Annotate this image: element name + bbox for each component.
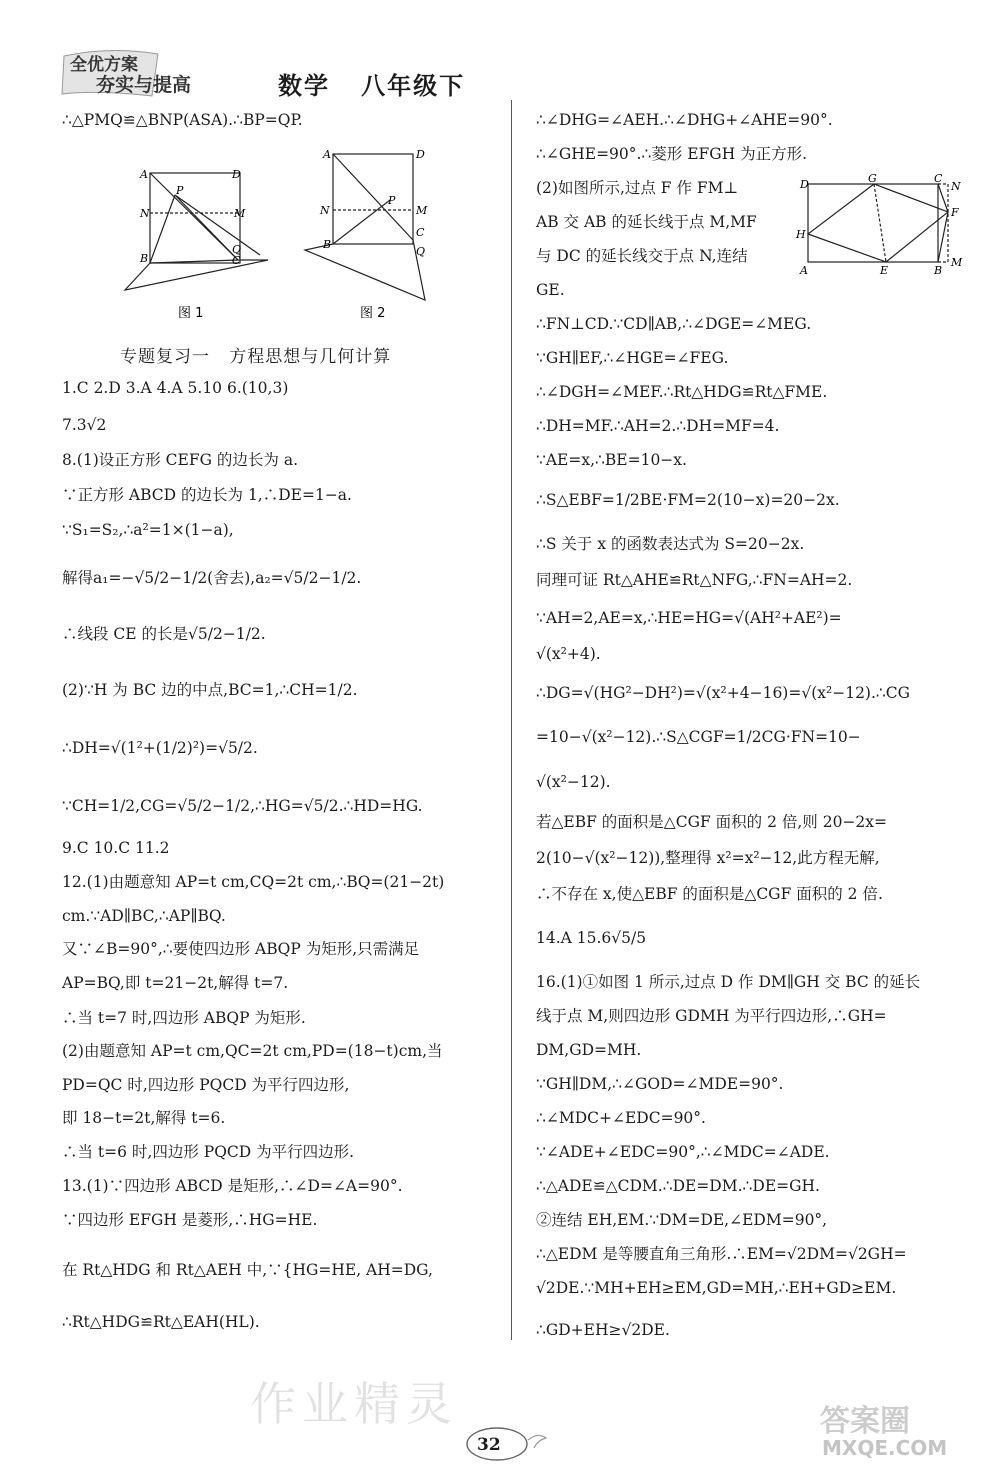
right-line: ∵AH=2,AE=x,∴HE=HG=√(AH²+AE²)= (536, 609, 842, 627)
fig2-label-N: N (320, 204, 330, 217)
right-line: ②连结 EH,EM.∵DM=DE,∠EDM=90°, (536, 1211, 828, 1229)
right-line: ∴∠DHG=∠AEH.∴∠DHG+∠AHE=90°. (536, 111, 833, 129)
right-line: ∴FN⊥CD.∵CD∥AB,∴∠DGE=∠MEG. (536, 315, 812, 333)
rfig-label: D (800, 178, 809, 191)
rfig-label: E (880, 264, 889, 277)
fig2-label-C: C (416, 226, 425, 239)
fig1-label-B: B (140, 252, 149, 265)
left-line: ∴△PMQ≌△BNP(ASA).∴BP=QP. (62, 111, 303, 129)
left-line: 8.(1)设正方形 CEFG 的边长为 a. (62, 451, 299, 469)
right-line: √2DE.∵MH+EH≥EM,GD=MH,∴EH+GD≥EM. (536, 1279, 897, 1297)
left-line: cm.∵AD∥BC,∴AP∥BQ. (62, 907, 226, 925)
right-line: 14.A 15.6√5/5 (536, 929, 647, 947)
right-line: ∴DG=√(HG²−DH²)=√(x²+4−16)=√(x²−12).∴CG (536, 684, 911, 702)
corner-watermark: 答案圈 (820, 1404, 910, 1439)
left-line: ∴Rt△HDG≌Rt△EAH(HL). (62, 1313, 260, 1331)
right-line: ∴S△EBF=1/2BE·FM=2(10−x)=20−2x. (536, 491, 840, 509)
rfig-label: A (800, 264, 808, 277)
left-line: AP=BQ,即 t=21−2t,解得 t=7. (62, 974, 289, 992)
right-line: √(x²−12). (536, 773, 611, 791)
left-line: 在 Rt△HDG 和 Rt△AEH 中,∵{HG=HE, AH=DG, (62, 1261, 433, 1279)
page-number: 32 (477, 1435, 501, 1455)
left-line: PD=QC 时,四边形 PQCD 为平行四边形, (62, 1076, 350, 1094)
logo-line1: 全优方案 (70, 55, 138, 75)
rfig-label: F (951, 206, 959, 219)
corner-watermark-url: MXQE.COM (822, 1436, 948, 1460)
fig1-label-C: C (232, 254, 241, 267)
right-line: 16.(1)①如图 1 所示,过点 D 作 DM∥GH 交 BC 的延长 (536, 973, 921, 991)
right-line: ∴GD+EH≥√2DE. (536, 1321, 670, 1339)
fig2-label-A: A (323, 148, 331, 161)
left-line: 13.(1)∵四边形 ABCD 是矩形,∴∠D=∠A=90°. (62, 1177, 403, 1195)
right-line: DM,GD=MH. (536, 1041, 642, 1059)
right-line: 与 DC 的延长线交于点 N,连结 (536, 247, 748, 265)
left-line: 即 18−t=2t,解得 t=6. (62, 1109, 226, 1127)
rfig-label: B (934, 264, 943, 277)
left-line: ∴DH=√(1²+(1/2)²)=√5/2. (62, 739, 258, 757)
page-header-title: 数学 八年级下 (278, 72, 466, 100)
right-line: ∵∠ADE+∠EDC=90°,∴∠MDC=∠ADE. (536, 1143, 830, 1161)
right-line: ∴∠MDC+∠EDC=90°. (536, 1109, 706, 1127)
fig2-label-Q: Q (416, 245, 426, 258)
right-line: 同理可证 Rt△AHE≌Rt△NFG,∴FN=AH=2. (536, 571, 853, 589)
fig2-label-B: B (323, 238, 332, 251)
right-line: ∴∠GHE=90°.∴菱形 EFGH 为正方形. (536, 145, 808, 163)
right-line: √(x²+4). (536, 645, 601, 663)
fig2-label-D: D (416, 148, 425, 161)
left-line: ∴当 t=7 时,四边形 ABQP 为矩形. (62, 1009, 306, 1027)
right-line: ∴DH=MF.∴AH=2.∴DH=MF=4. (536, 417, 780, 435)
section-title: 专题复习一 方程思想与几何计算 (120, 347, 392, 367)
left-line: ∵S₁=S₂,∴a²=1×(1−a), (62, 521, 234, 539)
fig1-label-A: A (140, 168, 148, 181)
left-line: 又∵∠B=90°,∴要使四边形 ABQP 为矩形,只需满足 (62, 940, 420, 958)
left-line: 1.C 2.D 3.A 4.A 5.10 6.(10,3) (62, 379, 289, 397)
right-line: 若△EBF 的面积是△CGF 面积的 2 倍,则 20−2x= (536, 813, 888, 831)
left-line: ∵四边形 EFGH 是菱形,∴HG=HE. (62, 1211, 318, 1229)
right-line: AB 交 AB 的延长线于点 M,MF (536, 213, 757, 231)
left-line: ∴当 t=6 时,四边形 PQCD 为平行四边形. (62, 1143, 355, 1161)
right-line: 2(10−√(x²−12)),整理得 x²=x²−12,此方程无解, (536, 849, 880, 867)
right-line: ∴不存在 x,使△EBF 的面积是△CGF 面积的 2 倍. (536, 885, 883, 903)
fig1-label-Q: Q (232, 243, 242, 256)
right-line: (2)如图所示,过点 F 作 FM⊥ (536, 179, 739, 197)
right-line: GE. (536, 281, 565, 299)
fig2-label-P: P (388, 194, 396, 207)
rfig-label: N (951, 180, 961, 193)
right-line: =10−√(x²−12).∴S△CGF=1/2CG·FN=10− (536, 728, 861, 746)
fig1-label-N: N (140, 207, 150, 220)
left-line: 9.C 10.C 11.2 (62, 839, 170, 857)
right-line: 线于点 M,则四边形 GDMH 为平行四边形,∴GH= (536, 1007, 887, 1025)
fig1-label-M: M (234, 207, 246, 220)
left-line: ∴线段 CE 的长是√5/2−1/2. (62, 625, 266, 643)
fig2-label-M: M (416, 204, 428, 217)
page-number-ornament (462, 1418, 552, 1468)
fig1-label-D: D (232, 168, 241, 181)
rfig-label: G (868, 172, 877, 185)
right-line: ∵GH∥DM,∴∠GOD=∠MDE=90°. (536, 1075, 784, 1093)
left-line: ∵CH=1/2,CG=√5/2−1/2,∴HG=√5/2.∴HD=HG. (62, 797, 423, 815)
footer-watermark: 作业精灵 (250, 1377, 458, 1431)
rfig-label: C (934, 172, 943, 185)
left-line: 12.(1)由题意知 AP=t cm,CQ=2t cm,∴BQ=(21−2t) (62, 873, 445, 891)
left-line: 7.3√2 (62, 416, 107, 434)
left-column (62, 0, 502, 1471)
right-line: ∴△EDM 是等腰直角三角形.∴EM=√2DM=√2GH= (536, 1245, 907, 1263)
rfig-label: M (951, 256, 963, 269)
right-line: ∴S 关于 x 的函数表达式为 S=20−2x. (536, 535, 805, 553)
right-line: ∵GH∥EF,∴∠HGE=∠FEG. (536, 349, 729, 367)
left-line: (2)∵H 为 BC 边的中点,BC=1,∴CH=1/2. (62, 681, 358, 699)
right-line: ∴∠DGH=∠MEF.∴Rt△HDG≌Rt△FME. (536, 383, 828, 401)
column-divider (511, 100, 512, 1340)
right-column (536, 0, 966, 1471)
fig1-label-P: P (176, 184, 184, 197)
rfig-label: H (796, 228, 806, 241)
left-line: 解得a₁=−√5/2−1/2(舍去),a₂=√5/2−1/2. (62, 569, 362, 587)
right-line: ∴△ADE≌△CDM.∴DE=DM.∴DE=GH. (536, 1177, 820, 1195)
right-line: ∵AE=x,∴BE=10−x. (536, 451, 687, 469)
logo-line2: 夯实与提高 (96, 74, 192, 96)
left-line: (2)由题意知 AP=t cm,QC=2t cm,PD=(18−t)cm,当 (62, 1042, 443, 1060)
figure-2-caption: 图 2 (360, 306, 386, 321)
figure-1-caption: 图 1 (178, 306, 204, 321)
left-line: ∵正方形 ABCD 的边长为 1,∴DE=1−a. (62, 486, 352, 504)
